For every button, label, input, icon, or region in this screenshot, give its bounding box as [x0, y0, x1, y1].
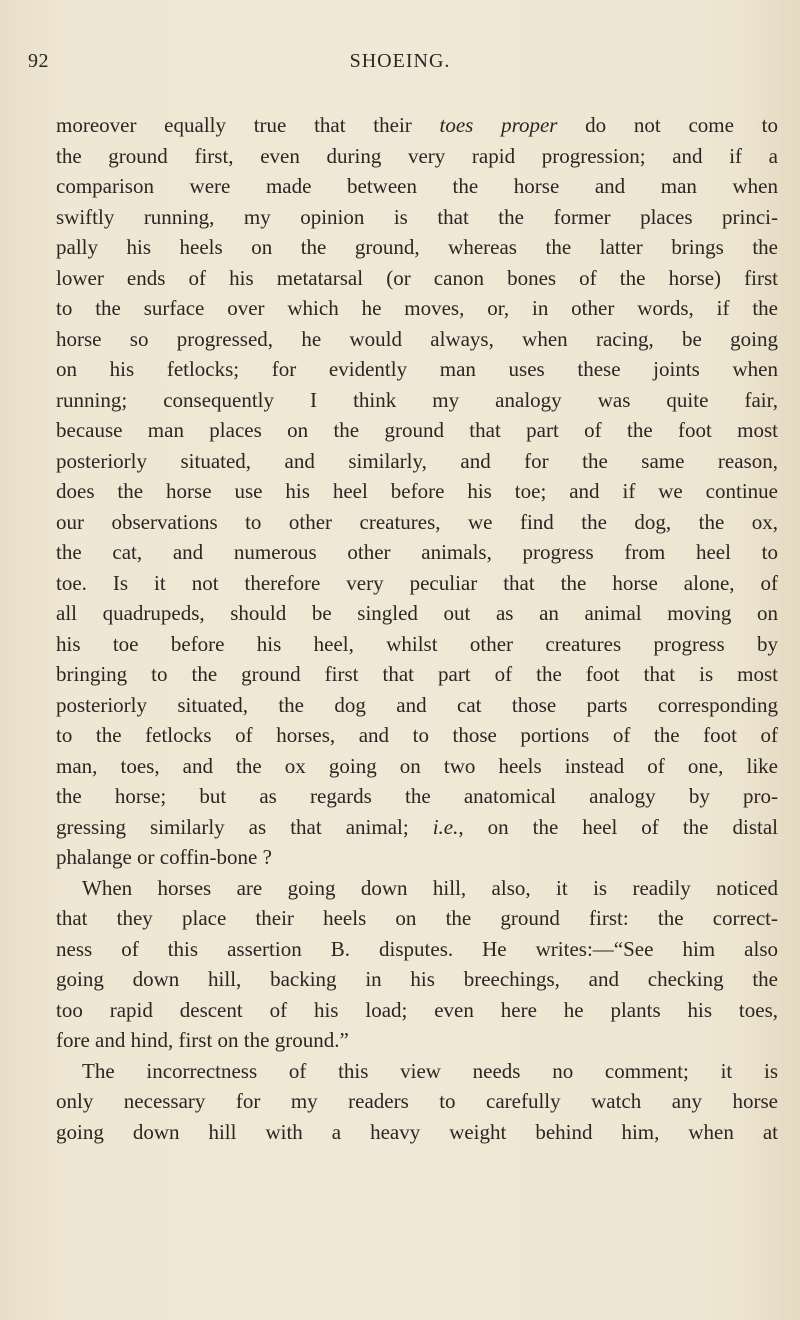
text-line — [56, 934, 778, 965]
text-line-content: does the horse use his heel before his toe; and if we continue — [56, 479, 778, 503]
running-head — [0, 50, 800, 80]
text-line — [56, 1117, 778, 1148]
text-line — [56, 1025, 778, 1056]
text-line — [56, 995, 778, 1026]
text-line — [56, 598, 778, 629]
text-line — [56, 415, 778, 446]
text-line — [56, 293, 778, 324]
text-line — [56, 324, 778, 355]
text-line-content: the horse; but as regards the anatomical analogy by pro- — [56, 784, 778, 808]
text-line-content: bringing to the ground first that part of the foot that is most — [56, 662, 778, 686]
text-line — [56, 202, 778, 233]
text-line-content: pally his heels on the ground, whereas the latter brings the — [56, 235, 778, 259]
text-line — [56, 537, 778, 568]
text-line-content: gressing similarly as that animal; — [56, 814, 433, 839]
text-line — [56, 720, 778, 751]
text-line — [56, 690, 778, 721]
text-line-content: on his fetlocks; for evidently man uses these joints when — [56, 357, 778, 381]
text-line — [56, 385, 778, 416]
text-line — [56, 171, 778, 202]
text-line — [56, 964, 778, 995]
italic-phrase: i.e. — [432, 814, 459, 839]
running-title: SHOEING. — [349, 50, 451, 72]
text-line — [56, 1056, 778, 1087]
text-line — [56, 446, 778, 477]
text-line-continuation: do not come to — [557, 113, 778, 137]
text-line — [56, 476, 778, 507]
text-line — [56, 110, 778, 141]
text-line-content: When horses are going down hill, also, it is readily noticed — [82, 875, 778, 900]
text-line-content: posteriorly situated, and similarly, and for the same reason, — [56, 448, 778, 473]
text-line-content: the cat, and numerous other animals, progress from heel to — [56, 540, 778, 564]
text-line — [56, 568, 778, 599]
text-line-content: that they place their heels on the ground first: the correct- — [56, 906, 778, 930]
text-line — [56, 842, 778, 873]
text-line — [56, 781, 778, 812]
text-line — [56, 812, 778, 843]
text-line-content: his toe before his heel, whilst other creatures progress by — [56, 631, 778, 656]
text-line-content: our observations to other creatures, we find the dog, the ox, — [56, 509, 778, 534]
text-line-content: going down hill with a heavy weight behind him, when at — [56, 1119, 778, 1144]
text-line-content: too rapid descent of his load; even here he plants his toes, — [56, 997, 778, 1022]
text-line-content: running; consequently I think my analogy was quite fair, — [56, 387, 778, 412]
text-line-content: the ground first, even during very rapid progression; and if a — [56, 143, 778, 168]
text-line-content: all quadrupeds, should be singled out as an animal moving on — [56, 601, 778, 625]
text-line-content: to the fetlocks of horses, and to those portions of the foot of — [56, 723, 778, 747]
text-line-content: comparison were made between the horse and man when — [56, 174, 778, 198]
text-line-content: because man places on the ground that part of the foot most — [56, 418, 778, 442]
text-line — [56, 873, 778, 904]
italic-phrase: toes proper — [439, 113, 558, 137]
text-line-content: posteriorly situated, the dog and cat those parts corresponding — [56, 692, 778, 717]
text-line-content: only necessary for my readers to carefully watch any horse — [56, 1089, 778, 1113]
text-line — [56, 751, 778, 782]
text-line-content: fore and hind, first on the ground.” — [56, 1028, 349, 1052]
text-line — [56, 903, 778, 934]
text-line-content: lower ends of his metatarsal (or canon bones of the horse) first — [56, 265, 778, 290]
text-line-content: going down hill, backing in his breechings, and checking the — [56, 967, 778, 991]
text-line-content: toe. Is it not therefore very peculiar that the horse alone, of — [56, 570, 778, 595]
text-line-content: to the surface over which he moves, or, in other words, if the — [56, 296, 778, 320]
page-number: 92 — [28, 50, 49, 72]
text-line — [56, 354, 778, 385]
text-line-content: swiftly running, my opinion is that the former places princi- — [56, 204, 778, 229]
text-line-content: man, toes, and the ox going on two heels instead of one, like — [56, 753, 778, 778]
text-line — [56, 507, 778, 538]
text-line — [56, 263, 778, 294]
text-line — [56, 1086, 778, 1117]
text-line — [56, 629, 778, 660]
text-line-content: phalange or coffin-bone ? — [56, 845, 272, 869]
text-line — [56, 232, 778, 263]
body-text — [56, 110, 778, 1147]
text-line-content: moreover equally true that their — [56, 113, 440, 137]
text-line — [56, 141, 778, 172]
text-line-content: ness of this assertion B. disputes. He writes:—“See him also — [56, 936, 778, 961]
text-line-continuation: , on the heel of the distal — [458, 814, 778, 839]
text-line-content: horse so progressed, he would always, when racing, be going — [56, 326, 778, 351]
text-line-content: The incorrectness of this view needs no comment; it is — [82, 1058, 778, 1083]
text-line — [56, 659, 778, 690]
